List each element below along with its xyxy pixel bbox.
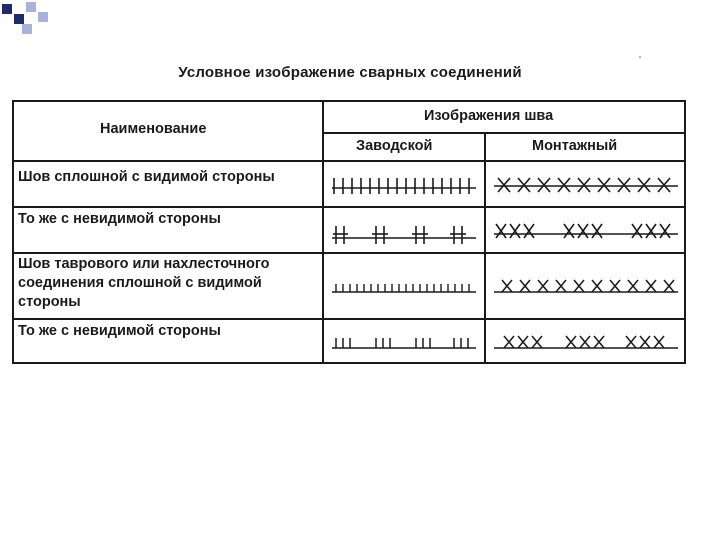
header-site: Монтажный <box>532 138 618 154</box>
col-divider-2 <box>484 132 486 362</box>
row-name-3: То же с невидимой стороны <box>18 323 221 339</box>
site-symbol-row-1 <box>492 216 682 242</box>
factory-symbol-row-1 <box>330 214 480 246</box>
row-divider-3 <box>14 318 686 320</box>
row-name-1: То же с невидимой стороны <box>18 211 221 227</box>
header-name: Наименование <box>100 121 207 137</box>
row-divider-2 <box>14 252 686 254</box>
corner-decoration <box>0 0 60 40</box>
site-symbol-row-0 <box>492 172 682 196</box>
row-divider-0 <box>14 160 686 162</box>
col-divider-1 <box>322 102 324 362</box>
weld-symbols-table <box>12 100 686 364</box>
header-images: Изображения шва <box>424 108 554 124</box>
factory-symbol-row-3 <box>330 328 480 354</box>
site-symbol-row-2 <box>492 274 682 298</box>
factory-symbol-row-0 <box>330 168 480 198</box>
header-divider-sub <box>324 132 686 134</box>
header-factory: Заводской <box>356 138 433 154</box>
factory-symbol-row-2 <box>330 274 480 298</box>
site-symbol-row-3 <box>492 328 682 354</box>
row-name-2-line-3: стороны <box>18 294 81 310</box>
row-name-0: Шов сплошной с видимой стороны <box>18 169 275 185</box>
row-divider-1 <box>14 206 686 208</box>
page-title: Условное изображение сварных соединений <box>178 64 522 81</box>
speck <box>639 56 641 58</box>
row-name-2-line-2: соединения сплошной с видимой <box>18 275 262 291</box>
row-name-2-line-1: Шов таврового или нахлесточного <box>18 256 270 272</box>
